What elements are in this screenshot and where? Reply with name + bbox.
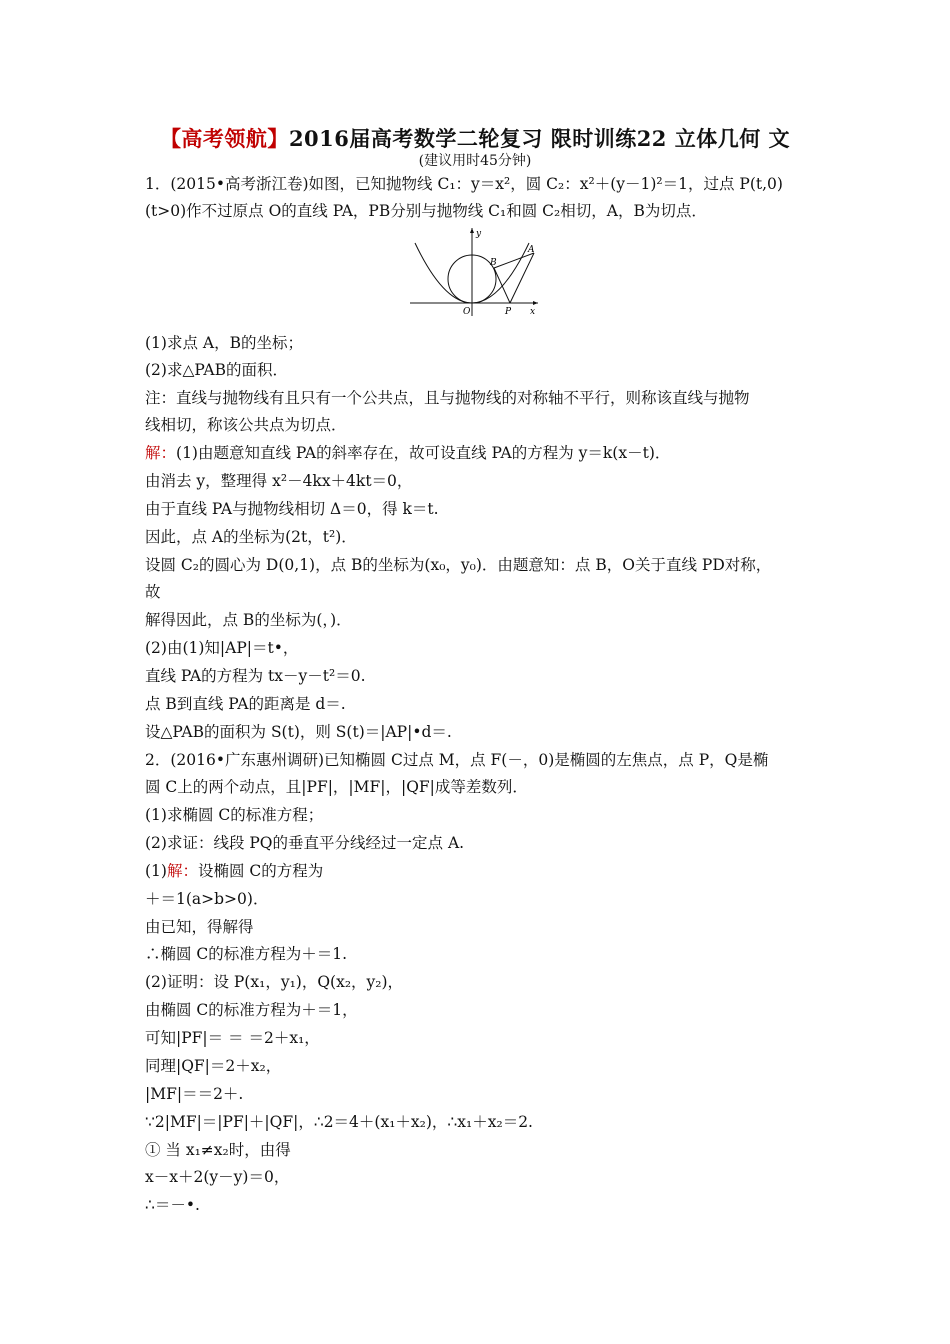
tangent-line-pb	[494, 268, 510, 303]
page-title	[0, 123, 950, 153]
problem1-note-line2: 线相切，称该公共点为切点．	[145, 416, 347, 434]
problem1-question1: (1)求点 A，B的坐标；	[145, 334, 303, 352]
problem2-solution-9: |MF|＝＝2＋.	[145, 1085, 244, 1103]
title-source-tag: 【高考领航】	[159, 126, 289, 151]
x-axis-arrow	[533, 301, 538, 305]
problem2-solution-13: ∴＝－•.	[145, 1196, 200, 1214]
problem1-solution-8: (2)由(1)知|AP|＝t•，	[145, 639, 299, 657]
problem1-solution-11: 设△PAB的面积为 S(t)，则 S(t)＝|AP|•d＝.	[145, 723, 452, 741]
problem1-solution-2: 由消去 y，整理得 x²－4kx＋4kt＝0，	[145, 472, 413, 490]
problem1-solution-10: 点 B到直线 PA的距离是 d＝.	[145, 695, 346, 713]
problem1-solution-3: 由于直线 PA与抛物线相切 Δ＝0，得 k＝t.	[145, 500, 439, 518]
label-y: y	[476, 229, 482, 239]
label-p: P	[505, 307, 512, 316]
problem1-line1: 1．(2015•高考浙江卷)如图，已知抛物线 C₁：y＝x²，圆 C₂：x²＋(y－1)²＝1，过点 P(t,0)	[145, 175, 783, 193]
problem2-solution-1: (1)解：设椭圆 C的方程为	[145, 862, 324, 880]
problem2-solution-10: ∵2|MF|＝|PF|＋|QF|，∴2＝4＋(x₁＋x₂)，∴x₁＋x₂＝2.	[145, 1113, 533, 1131]
label-a: A	[528, 245, 535, 255]
problem2-solution-8: 同理|QF|＝2＋x₂，	[145, 1057, 282, 1075]
problem2-question1: (1)求椭圆 C的标准方程；	[145, 806, 324, 824]
problem1-solution-5: 设圆 C₂的圆心为 D(0,1)，点 B的坐标为(x₀，y₀)．由题意知：点 B，O关于直线 PD对称，	[145, 556, 772, 574]
y-axis-arrow	[470, 228, 474, 233]
problem2-solution-2: ＋＝1(a>b>0)．	[145, 890, 269, 908]
problem1-question2: (2)求△PAB的面积．	[145, 361, 288, 379]
problem2-solution-11: ① 当 x₁≠x₂时，由得	[145, 1141, 291, 1159]
problem2-solution-6: 由椭圆 C的标准方程为＋＝1，	[145, 1001, 358, 1019]
suggested-time: (建议用时45分钟)	[418, 153, 532, 169]
label-b: B	[490, 258, 497, 268]
solution-label: 解：	[145, 444, 177, 462]
problem2-solution-12: x－x＋2(y－y)＝0，	[145, 1168, 290, 1186]
problem1-note-line1: 注：直线与抛物线有且只有一个公共点，且与抛物线的对称轴不平行，则称该直线与抛物	[145, 389, 750, 407]
problem1-solution-9: 直线 PA的方程为 tx－y－t²＝0.	[145, 667, 366, 685]
problem1-solution-7: 解得因此，点 B的坐标为(，)．	[145, 611, 352, 629]
title-text: 2016届高考数学二轮复习 限时训练22 立体几何 文	[288, 126, 791, 151]
problem1-solution-6: 故	[145, 583, 161, 601]
problem2-solution-7: 可知|PF|＝ ＝ ＝2＋x₁，	[145, 1029, 320, 1047]
problem2-line2: 圆 C上的两个动点，且|PF|，|MF|，|QF|成等差数列．	[145, 778, 528, 796]
problem1-solution-1: 解：(1)由题意知直线 PA的斜率存在，故可设直线 PA的方程为 y＝k(x－t)．	[145, 444, 671, 462]
problem2-solution-3: 由已知，得解得	[145, 918, 254, 936]
parabola-circle-figure	[410, 228, 540, 316]
solution-label: 解：	[166, 862, 198, 880]
problem2-question2: (2)求证：线段 PQ的垂直平分线经过一定点 A.	[145, 834, 465, 852]
problem2-line1: 2．(2016•广东惠州调研)已知椭圆 C过点 M，点 F(－，0)是椭圆的左焦点，点 P，Q是椭	[145, 751, 769, 769]
label-o: O	[463, 307, 471, 316]
problem1-solution-4: 因此，点 A的坐标为(2t，t²)．	[145, 528, 357, 546]
problem2-solution-4: ∴椭圆 C的标准方程为＋＝1.	[145, 945, 348, 963]
problem1-line2: (t>0)作不过原点 O的直线 PA，PB分别与抛物线 C₁和圆 C₂相切，A，B为切点．	[145, 202, 707, 220]
label-x: x	[530, 307, 536, 316]
problem2-solution-5: (2)证明：设 P(x₁，y₁)，Q(x₂，y₂)，	[145, 973, 404, 991]
